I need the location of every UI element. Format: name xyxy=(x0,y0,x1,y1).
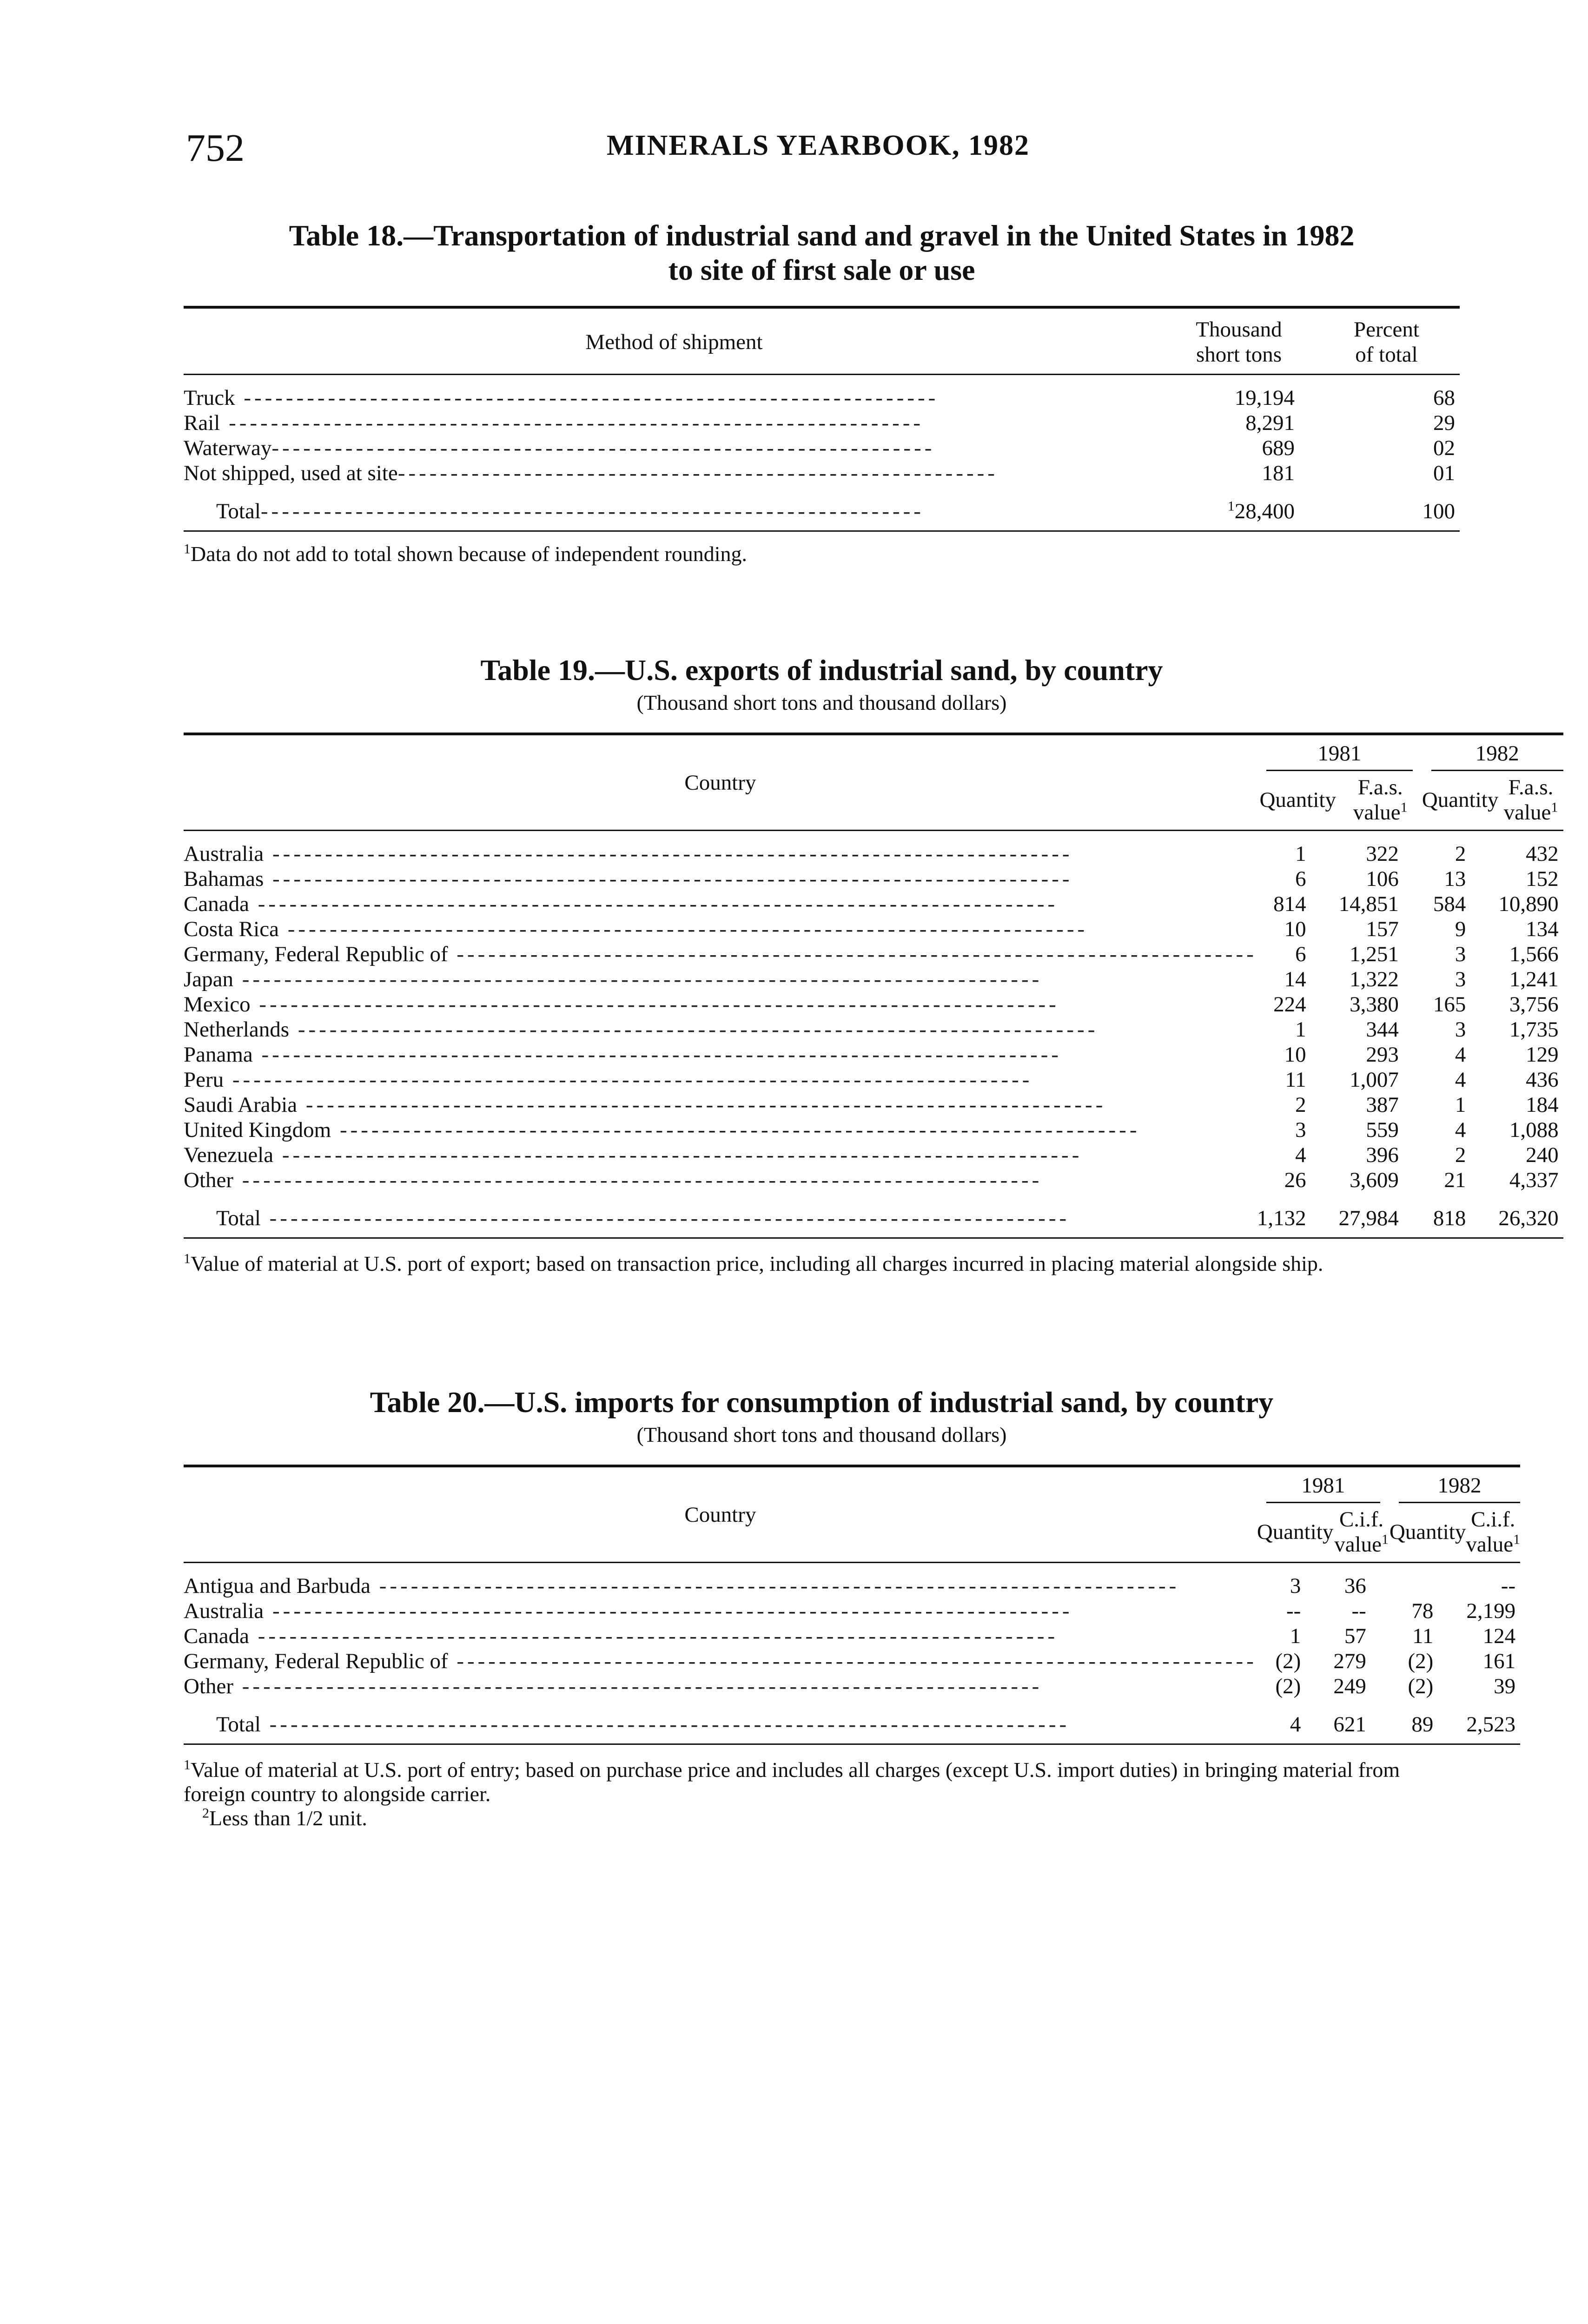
cell-v81: 249 xyxy=(1333,1674,1366,1698)
cell-v82: 26,320 xyxy=(1498,1193,1563,1238)
cell-v81: 3,380 xyxy=(1350,992,1399,1017)
cell-v81: 293 xyxy=(1366,1043,1399,1067)
table-row xyxy=(184,992,1563,1017)
col-header-quantity-1981: Quantity xyxy=(1257,1507,1333,1563)
cell-q82: (2) xyxy=(1408,1649,1434,1673)
table-20-footnote-2: $^2$Less than 1/2 unit. xyxy=(202,1805,367,1830)
cell-q82: 11 xyxy=(1412,1624,1434,1648)
cell-q81: 3 xyxy=(1290,1574,1301,1598)
table-total-row xyxy=(184,1699,1520,1744)
cell-v81: 396 xyxy=(1366,1143,1399,1167)
cell-q82: 78 xyxy=(1411,1599,1434,1623)
cell-v82: 161 xyxy=(1482,1649,1516,1673)
cell-v82: 436 xyxy=(1526,1068,1559,1092)
table-total-row: Total--------------------------------------------------------------- $^1$28,400 100 xyxy=(184,486,1460,531)
cell-v82: 432 xyxy=(1526,842,1559,866)
cell-v81: 27,984 xyxy=(1339,1193,1422,1238)
table-row xyxy=(184,1649,1520,1674)
col-header-tons: Thousand short tons xyxy=(1165,307,1313,375)
table-row xyxy=(184,831,1563,867)
row-label: Panama ---------------------------------------------------------------------------- xyxy=(184,1043,1062,1067)
table-total-row xyxy=(184,1193,1563,1238)
table-20 xyxy=(184,1385,1521,1830)
row-label: Total ---------------------------------------------------------------------------- xyxy=(184,1699,1257,1744)
cell-q82: 3 xyxy=(1455,1017,1466,1042)
cell-q82: 89 xyxy=(1390,1699,1466,1744)
cell-v82: 129 xyxy=(1526,1043,1559,1067)
col-header-country: Country xyxy=(184,1466,1257,1563)
table-20-footnote-1: $^1$Value of material at U.S. port of entry; based on purchase price and includes all charges (except U.S. import duties) in bringing material from foreign country to alongside carrier. xyxy=(184,1757,1400,1806)
cell-q82: 21 xyxy=(1444,1168,1466,1192)
row-label: Netherlands ---------------------------------------------------------------------------- xyxy=(184,1017,1098,1042)
col-header-value-1981: F.a.s. value$^1$ xyxy=(1339,775,1422,831)
cell-q81: 4 xyxy=(1295,1143,1306,1167)
row-label: Germany, Federal Republic of ---------------------------------------------------------------------------- xyxy=(184,942,1257,966)
cell-v81: 1,251 xyxy=(1350,942,1399,966)
cell-v82: 4,337 xyxy=(1509,1168,1559,1192)
col-header-value-1981: C.i.f. value$^1$ xyxy=(1333,1507,1390,1563)
page-number: 752 xyxy=(186,126,245,170)
table-row xyxy=(184,1142,1563,1168)
cell-q82: 3 xyxy=(1455,942,1466,966)
cell-v81: 14,851 xyxy=(1338,892,1399,916)
table-19-title: Table 19.—U.S. exports of industrial sand, by country xyxy=(480,654,1163,687)
page-header xyxy=(186,125,1450,177)
cell-q81: 1 xyxy=(1295,842,1306,866)
table-row xyxy=(184,967,1563,992)
cell-v81: 621 xyxy=(1333,1699,1390,1744)
cell-v81: 279 xyxy=(1333,1649,1366,1673)
table-row xyxy=(184,1092,1563,1117)
row-label: Australia ---------------------------------------------------------------------------- xyxy=(184,842,1073,866)
cell-v82: 39 xyxy=(1494,1674,1516,1698)
year-header-1981: 1981 xyxy=(1257,734,1422,775)
table-row xyxy=(184,1168,1563,1193)
cell-v81: 36 xyxy=(1344,1574,1366,1598)
cell-q81: 2 xyxy=(1295,1093,1306,1117)
table-row xyxy=(184,1563,1520,1599)
year-header-1982: 1982 xyxy=(1390,1466,1520,1507)
row-label: Australia ---------------------------------------------------------------------------- xyxy=(184,1599,1073,1623)
table-row xyxy=(184,1674,1520,1699)
table-19-body xyxy=(184,831,1563,1238)
row-label: Antigua and Barbuda ---------------------------------------------------------------------------- xyxy=(184,1574,1180,1598)
row-label: Peru ---------------------------------------------------------------------------- xyxy=(184,1068,1033,1092)
cell-q81: 11 xyxy=(1285,1068,1306,1092)
row-label: Canada ---------------------------------------------------------------------------- xyxy=(184,892,1059,916)
table-19-units: (Thousand short tons and thousand dollars) xyxy=(636,691,1007,714)
cell-q82: 4 xyxy=(1455,1043,1466,1067)
cell-q81: 1 xyxy=(1290,1624,1301,1648)
col-header-quantity-1981: Quantity xyxy=(1257,775,1339,831)
cell-q81: 6 xyxy=(1295,942,1306,966)
cell-q82: 1 xyxy=(1455,1093,1466,1117)
col-header-percent: Percent of total xyxy=(1313,307,1460,375)
cell-q81: 3 xyxy=(1295,1118,1306,1142)
year-header-1981: 1981 xyxy=(1257,1466,1390,1507)
table-19-footnote: $^1$Value of material at U.S. port of export; based on transaction price, including all charges incurred in placing material alongside ship. xyxy=(184,1251,1323,1275)
col-header-quantity-1982: Quantity xyxy=(1390,1507,1466,1563)
cell-q82: 9 xyxy=(1455,917,1466,941)
year-header-1982: 1982 xyxy=(1422,734,1563,775)
cell-v82: -- xyxy=(1501,1574,1516,1598)
cell-q81: -- xyxy=(1286,1599,1301,1623)
cell-q81: 14 xyxy=(1284,967,1306,991)
table-row: Truck ------------------------------------------------------------------ 19,194 68 xyxy=(184,386,1455,410)
table-row xyxy=(184,917,1563,942)
cell-v81: 57 xyxy=(1344,1624,1366,1648)
cell-q81: 1 xyxy=(1295,1017,1306,1042)
table-row xyxy=(184,1017,1563,1042)
cell-v81: 559 xyxy=(1366,1118,1399,1142)
cell-v81: 387 xyxy=(1366,1093,1399,1117)
cell-v81: 344 xyxy=(1366,1017,1399,1042)
table-row: Not shipped, used at site--------------------------------------------------------- 181 01 xyxy=(184,461,1455,485)
cell-q82: 2 xyxy=(1455,842,1466,866)
table-row xyxy=(184,1042,1563,1067)
table-19-grid xyxy=(184,733,1563,1239)
cell-v82: 1,735 xyxy=(1509,1017,1559,1042)
col-header-country: Country xyxy=(184,734,1257,831)
cell-v82: 3,756 xyxy=(1509,992,1559,1017)
row-label: United Kingdom ---------------------------------------------------------------------------- xyxy=(184,1118,1140,1142)
cell-v82: 2,523 xyxy=(1466,1699,1520,1744)
table-row xyxy=(184,942,1563,967)
cell-v81: 157 xyxy=(1366,917,1399,941)
cell-q82: 4 xyxy=(1455,1068,1466,1092)
table-18-footnote: $^1$Data do not add to total shown because of independent rounding. xyxy=(184,541,747,566)
cell-q82: 13 xyxy=(1444,867,1466,891)
table-row xyxy=(184,866,1563,891)
table-row xyxy=(184,1067,1563,1092)
row-label: Bahamas ---------------------------------------------------------------------------- xyxy=(184,867,1073,891)
table-row xyxy=(184,891,1563,917)
table-18-body xyxy=(184,375,1460,531)
cell-v82: 240 xyxy=(1526,1143,1559,1167)
row-label: Canada ---------------------------------------------------------------------------- xyxy=(184,1624,1059,1648)
cell-v81: 1,322 xyxy=(1350,967,1399,991)
cell-v81: 1,007 xyxy=(1350,1068,1399,1092)
table-18-grid xyxy=(184,306,1460,532)
cell-q81: 10 xyxy=(1284,1043,1306,1067)
row-label: Other ---------------------------------------------------------------------------- xyxy=(184,1168,1043,1192)
cell-q82: 165 xyxy=(1433,992,1466,1017)
table-row: Rail ------------------------------------------------------------------ 8,291 29 xyxy=(184,411,1455,435)
table-20-grid xyxy=(184,1465,1520,1745)
table-18-title: Table 18.—Transportation of industrial sand and gravel in the United States in 1982 to site of first sale or use xyxy=(289,219,1355,286)
running-title: MINERALS YEARBOOK, 1982 xyxy=(606,130,1030,161)
row-label: Germany, Federal Republic of ---------------------------------------------------------------------------- xyxy=(184,1649,1257,1673)
table-row xyxy=(184,1624,1520,1649)
cell-q81: 1,132 xyxy=(1257,1193,1339,1238)
cell-v82: 184 xyxy=(1526,1093,1559,1117)
cell-q82: 818 xyxy=(1422,1193,1498,1238)
row-label: Costa Rica ---------------------------------------------------------------------------- xyxy=(184,917,1088,941)
table-row xyxy=(184,1117,1563,1142)
col-header-value-1982: F.a.s. value$^1$ xyxy=(1498,775,1563,831)
table-row xyxy=(184,1598,1520,1624)
row-label: Saudi Arabia ---------------------------------------------------------------------------- xyxy=(184,1093,1106,1117)
cell-v82: 134 xyxy=(1526,917,1559,941)
cell-v82: 152 xyxy=(1526,867,1559,891)
cell-q81: (2) xyxy=(1275,1649,1301,1673)
cell-v82: 2,199 xyxy=(1466,1599,1516,1623)
col-header-method: Method of shipment xyxy=(184,307,1165,375)
cell-q81: 814 xyxy=(1273,892,1306,916)
table-20-units: (Thousand short tons and thousand dollars) xyxy=(636,1423,1007,1446)
cell-q81: 4 xyxy=(1257,1699,1333,1744)
cell-q82 xyxy=(1390,1563,1466,1599)
cell-v82: 10,890 xyxy=(1498,892,1559,916)
cell-v81: -- xyxy=(1351,1599,1366,1623)
cell-q82: 4 xyxy=(1455,1118,1466,1142)
cell-q81: 224 xyxy=(1273,992,1306,1017)
row-label: Other ---------------------------------------------------------------------------- xyxy=(184,1674,1043,1698)
cell-v81: 3,609 xyxy=(1350,1168,1399,1192)
cell-v81: 322 xyxy=(1366,842,1399,866)
col-header-value-1982: C.i.f. value$^1$ xyxy=(1466,1507,1520,1563)
cell-v82: 124 xyxy=(1482,1624,1516,1648)
table-row: Waterway--------------------------------------------------------------- 689 02 xyxy=(184,436,1455,460)
col-header-quantity-1982: Quantity xyxy=(1422,775,1498,831)
cell-q82: 3 xyxy=(1455,967,1466,991)
row-label: Japan ---------------------------------------------------------------------------- xyxy=(184,967,1043,991)
row-label: Venezuela ---------------------------------------------------------------------------- xyxy=(184,1143,1083,1167)
cell-v82: 1,088 xyxy=(1509,1118,1559,1142)
table-20-body xyxy=(184,1563,1520,1744)
cell-v82: 1,566 xyxy=(1509,942,1559,966)
cell-q81: 10 xyxy=(1284,917,1306,941)
cell-q81: (2) xyxy=(1275,1674,1301,1698)
table-19 xyxy=(184,653,1559,1276)
cell-v81: 106 xyxy=(1366,867,1399,891)
cell-v82: 1,241 xyxy=(1509,967,1559,991)
row-label: Total ---------------------------------------------------------------------------- xyxy=(184,1193,1257,1238)
row-label: Mexico ---------------------------------------------------------------------------- xyxy=(184,992,1059,1017)
cell-q82: (2) xyxy=(1408,1674,1434,1698)
table-18 xyxy=(184,218,1460,566)
cell-q82: 2 xyxy=(1455,1143,1466,1167)
cell-q82: 584 xyxy=(1433,892,1466,916)
cell-q81: 6 xyxy=(1295,867,1306,891)
cell-q81: 26 xyxy=(1284,1168,1306,1192)
table-20-title: Table 20.—U.S. imports for consumption of industrial sand, by country xyxy=(370,1386,1274,1419)
